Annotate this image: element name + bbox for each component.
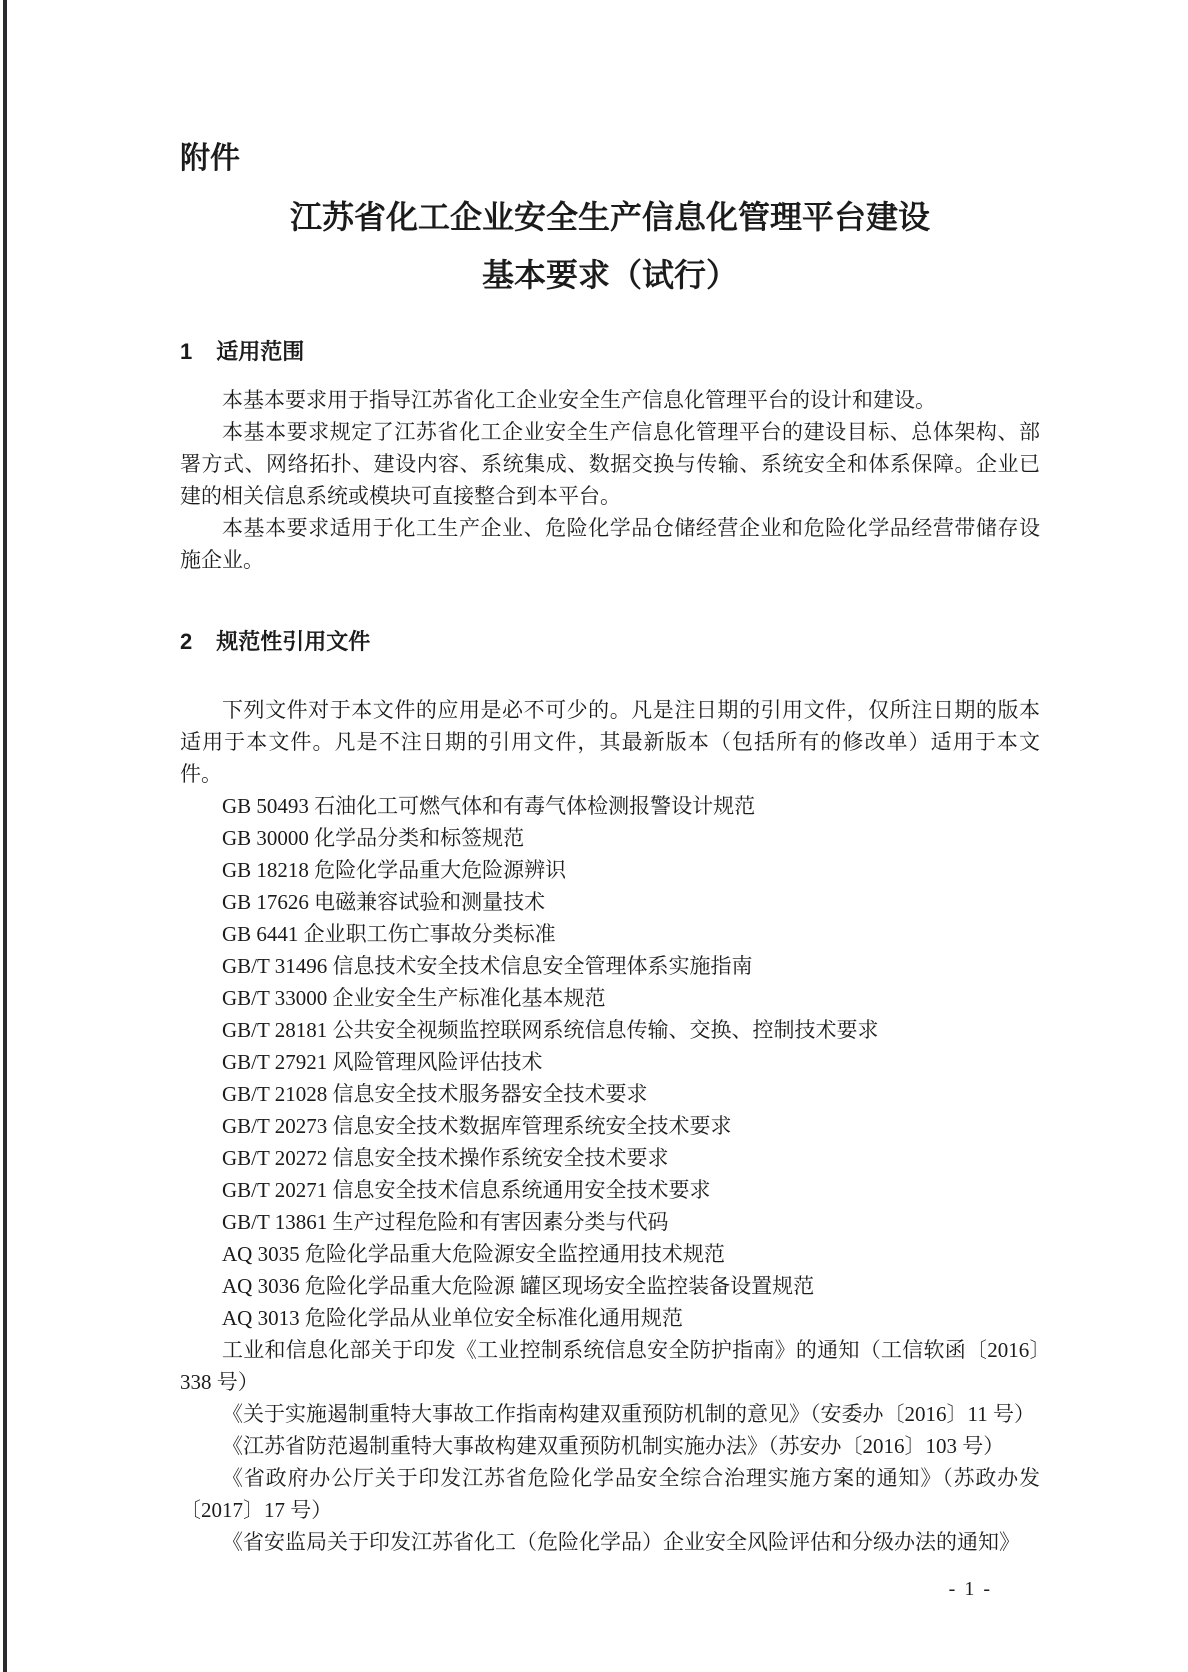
- section-2-heading: [180, 626, 1040, 658]
- reference-item: GB 30000 化学品分类和标签规范: [222, 826, 525, 850]
- section-1-heading: [180, 336, 1040, 368]
- reference-item: AQ 3035 危险化学品重大危险源安全监控通用技术规范: [222, 1242, 725, 1266]
- paragraph: 本基本要求用于指导江苏省化工企业安全生产信息化管理平台的设计和建设。: [222, 388, 936, 412]
- reference-item: GB/T 27921 风险管理风险评估技术: [222, 1050, 543, 1074]
- reference-item: GB/T 28181 公共安全视频监控联网系统信息传输、交换、控制技术要求: [222, 1018, 879, 1042]
- reference-item: GB/T 20272 信息安全技术操作系统安全技术要求: [222, 1146, 669, 1170]
- section-1-paragraphs: [180, 384, 1040, 576]
- reference-item: GB/T 20273 信息安全技术数据库管理系统安全技术要求: [222, 1114, 732, 1138]
- cited-document-item: 《江苏省防范遏制重特大事故构建双重预防机制实施办法》（苏安办〔2016〕103 号）: [222, 1434, 1005, 1458]
- reference-item: GB/T 13861 生产过程危险和有害因素分类与代码: [222, 1210, 669, 1234]
- cited-document-item: 《省政府办公厅关于印发江苏省危险化学品安全综合治理实施方案的通知》（苏政办发〔2017〕17 号）: [180, 1466, 1040, 1522]
- reference-item: AQ 3036 危险化学品重大危险源 罐区现场安全监控装备设置规范: [222, 1274, 815, 1298]
- section-1-number: 1: [180, 339, 193, 364]
- page-footer: [180, 1574, 1040, 1604]
- document-title: [180, 194, 1040, 298]
- document-title-line-1: 江苏省化工企业安全生产信息化管理平台建设: [289, 199, 930, 235]
- normative-reference-list: [180, 790, 1040, 1334]
- reference-item: GB/T 33000 企业安全生产标准化基本规范: [222, 986, 606, 1010]
- paragraph: 下列文件对于本文件的应用是必不可少的。凡是注日期的引用文件，仅所注日期的版本适用于本文件。凡是不注日期的引用文件，其最新版本（包括所有的修改单）适用于本文件。: [180, 698, 1040, 786]
- section-2-paragraphs: [180, 694, 1040, 790]
- document-title-line-2: 基本要求（试行）: [481, 257, 738, 293]
- scan-left-edge: [3, 0, 7, 1672]
- reference-item: GB/T 20271 信息安全技术信息系统通用安全技术要求: [222, 1178, 711, 1202]
- page-number: - 1 -: [948, 1578, 992, 1600]
- reference-item: GB 50493 石油化工可燃气体和有毒气体检测报警设计规范: [222, 794, 756, 818]
- section-1-title: 适用范围: [216, 339, 305, 364]
- section-2-number: 2: [180, 629, 193, 654]
- reference-item: GB 18218 危险化学品重大危险源辨识: [222, 858, 567, 882]
- cited-document-list: [180, 1334, 1040, 1558]
- reference-item: GB 17626 电磁兼容试验和测量技术: [222, 890, 546, 914]
- paragraph: 本基本要求适用于化工生产企业、危险化学品仓储经营企业和危险化学品经营带储存设施企业。: [180, 516, 1040, 572]
- cited-document-item: 《省安监局关于印发江苏省化工（危险化学品）企业安全风险评估和分级办法的通知》: [222, 1530, 1020, 1554]
- cited-document-item: 《关于实施遏制重特大事故工作指南构建双重预防机制的意见》（安委办〔2016〕11 号）: [222, 1402, 1035, 1426]
- attachment-label: 附件: [180, 142, 240, 175]
- reference-item: AQ 3013 危险化学品从业单位安全标准化通用规范: [222, 1306, 683, 1330]
- paragraph: 本基本要求规定了江苏省化工企业安全生产信息化管理平台的建设目标、总体架构、部署方式、网络拓扑、建设内容、系统集成、数据交换与传输、系统安全和体系保障。企业已建的相关信息系统或模块可直接整合到本平台。: [180, 420, 1040, 508]
- reference-item: GB 6441 企业职工伤亡事故分类标准: [222, 922, 556, 946]
- reference-item: GB/T 31496 信息技术安全技术信息安全管理体系实施指南: [222, 954, 753, 978]
- section-2-title: 规范性引用文件: [216, 629, 371, 654]
- cited-document-item: 工业和信息化部关于印发《工业控制系统信息安全防护指南》的通知（工信软函〔2016〕338 号）: [180, 1338, 1040, 1394]
- reference-item: GB/T 21028 信息安全技术服务器安全技术要求: [222, 1082, 648, 1106]
